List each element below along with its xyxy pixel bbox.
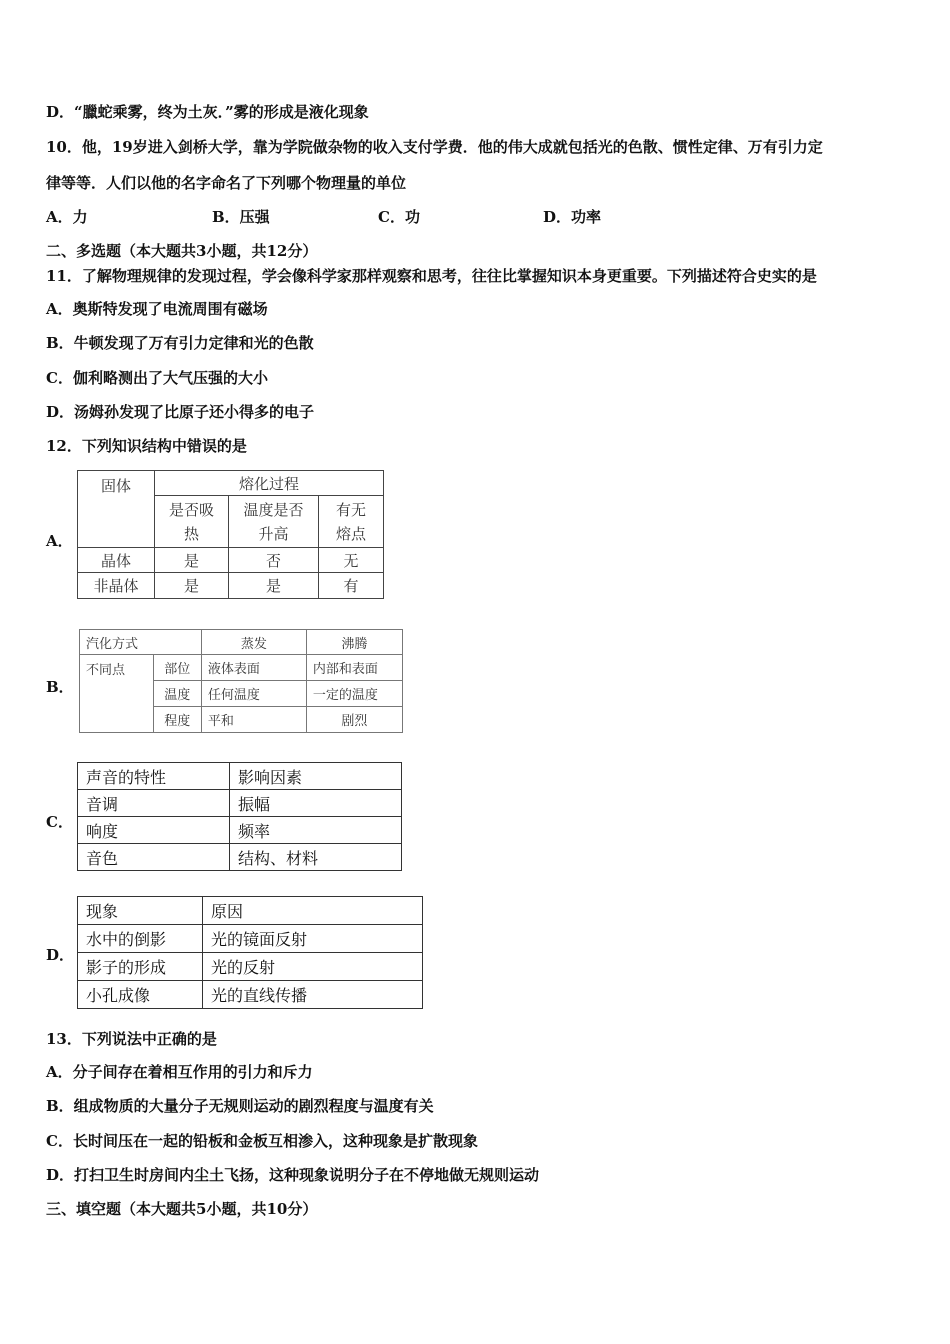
table-cell: 部位 bbox=[153, 655, 201, 681]
table-cell: 无 bbox=[319, 548, 384, 573]
table-cell: 是 bbox=[229, 573, 319, 599]
q13-option-c: C．长时间压在一起的铅板和金板互相渗入，这种现象是扩散现象 bbox=[46, 1132, 478, 1150]
table-cell: 晶体 bbox=[78, 548, 155, 573]
table-a-header-solid: 固体 bbox=[78, 471, 155, 548]
table-row bbox=[78, 548, 384, 573]
table-b-header-boil: 沸腾 bbox=[306, 630, 402, 655]
table-a-header-heat: 是否吸 热 bbox=[155, 496, 229, 548]
q11-option-b: B．牛顿发现了万有引力定律和光的色散 bbox=[46, 334, 314, 352]
table-cell: 影子的形成 bbox=[78, 953, 203, 981]
table-cell: 原因 bbox=[203, 897, 423, 925]
table-a-header-point: 有无 熔点 bbox=[319, 496, 384, 548]
table-cell: 程度 bbox=[153, 707, 201, 733]
table-row bbox=[78, 790, 402, 817]
table-cell: 水中的倒影 bbox=[78, 925, 203, 953]
table-light bbox=[77, 896, 423, 1009]
section-3-heading: 三、填空题（本大题共5小题，共10分） bbox=[46, 1200, 318, 1218]
q13-stem: 13．下列说法中正确的是 bbox=[46, 1030, 217, 1048]
table-cell: 光的直线传播 bbox=[203, 981, 423, 1009]
table-b-diff: 不同点 bbox=[80, 655, 154, 733]
q11-option-d: D．汤姆孙发现了比原子还小得多的电子 bbox=[46, 403, 315, 421]
table-row bbox=[80, 655, 403, 681]
table-row bbox=[78, 817, 402, 844]
q10-option-c: C．功 bbox=[378, 208, 420, 226]
table-cell: 现象 bbox=[78, 897, 203, 925]
table-cell: 内部和表面 bbox=[306, 655, 402, 681]
table-cell: 声音的特性 bbox=[78, 763, 230, 790]
table-cell: 温度 bbox=[153, 681, 201, 707]
table-sound bbox=[77, 762, 402, 871]
table-cell: 光的反射 bbox=[203, 953, 423, 981]
table-cell: 光的镜面反射 bbox=[203, 925, 423, 953]
table-cell: 有 bbox=[319, 573, 384, 599]
table-b-header-mode: 汽化方式 bbox=[80, 630, 202, 655]
table-row bbox=[78, 981, 423, 1009]
table-cell: 非晶体 bbox=[78, 573, 155, 599]
table-row bbox=[78, 763, 402, 790]
table-row bbox=[78, 925, 423, 953]
table-cell: 结构、材料 bbox=[230, 844, 402, 871]
q12-label-c: C． bbox=[46, 813, 73, 831]
table-cell: 频率 bbox=[230, 817, 402, 844]
q11-option-c: C．伽利略测出了大气压强的大小 bbox=[46, 369, 268, 387]
q10-stem-line2: 律等等．人们以他的名字命名了下列哪个物理量的单位 bbox=[46, 174, 407, 192]
q13-option-a: A．分子间存在着相互作用的引力和斥力 bbox=[46, 1063, 313, 1081]
q12-label-a: A． bbox=[46, 532, 73, 550]
q10-option-b: B．压强 bbox=[212, 208, 270, 226]
q12-label-b: B． bbox=[46, 678, 74, 696]
q12-label-d: D． bbox=[46, 946, 75, 964]
table-cell: 否 bbox=[229, 548, 319, 573]
table-cell: 音调 bbox=[78, 790, 230, 817]
table-cell: 平和 bbox=[201, 707, 306, 733]
table-cell: 小孔成像 bbox=[78, 981, 203, 1009]
table-cell: 音色 bbox=[78, 844, 230, 871]
table-cell: 影响因素 bbox=[230, 763, 402, 790]
q10-option-a: A．力 bbox=[46, 208, 88, 226]
q10-stem-line1: 10．他，19岁进入剑桥大学，靠为学院做杂物的收入支付学费．他的伟大成就包括光的色散、惯性定律、万有引力定 bbox=[46, 138, 823, 156]
table-a-header-temp: 温度是否 升高 bbox=[229, 496, 319, 548]
table-vaporization bbox=[79, 629, 403, 733]
q10-option-d: D．功率 bbox=[543, 208, 602, 226]
table-cell: 任何温度 bbox=[201, 681, 306, 707]
table-cell: 是 bbox=[155, 573, 229, 599]
q13-option-d: D．打扫卫生时房间内尘土飞扬，这种现象说明分子在不停地做无规则运动 bbox=[46, 1166, 540, 1184]
q11-stem: 11．了解物理规律的发现过程，学会像科学家那样观察和思考，往往比掌握知识本身更重要。下列描述符合史实的是 bbox=[46, 267, 817, 285]
section-2-heading: 二、多选题（本大题共3小题，共12分） bbox=[46, 242, 318, 260]
q13-option-b: B．组成物质的大量分子无规则运动的剧烈程度与温度有关 bbox=[46, 1097, 434, 1115]
q9-option-d: D．“臘蛇乘雾，终为土灰．”雾的形成是液化现象 bbox=[46, 103, 369, 121]
table-a-header-process: 熔化过程 bbox=[155, 471, 384, 496]
table-cell: 响度 bbox=[78, 817, 230, 844]
q11-option-a: A．奥斯特发现了电流周围有磁场 bbox=[46, 300, 268, 318]
table-cell: 是 bbox=[155, 548, 229, 573]
table-row bbox=[78, 573, 384, 599]
table-melting bbox=[77, 470, 384, 599]
table-b-header-evap: 蒸发 bbox=[201, 630, 306, 655]
table-row bbox=[78, 844, 402, 871]
table-cell: 剧烈 bbox=[306, 707, 402, 733]
table-row bbox=[78, 897, 423, 925]
table-cell: 振幅 bbox=[230, 790, 402, 817]
table-cell: 一定的温度 bbox=[306, 681, 402, 707]
table-cell: 液体表面 bbox=[201, 655, 306, 681]
q12-stem: 12．下列知识结构中错误的是 bbox=[46, 437, 247, 455]
table-row bbox=[78, 953, 423, 981]
